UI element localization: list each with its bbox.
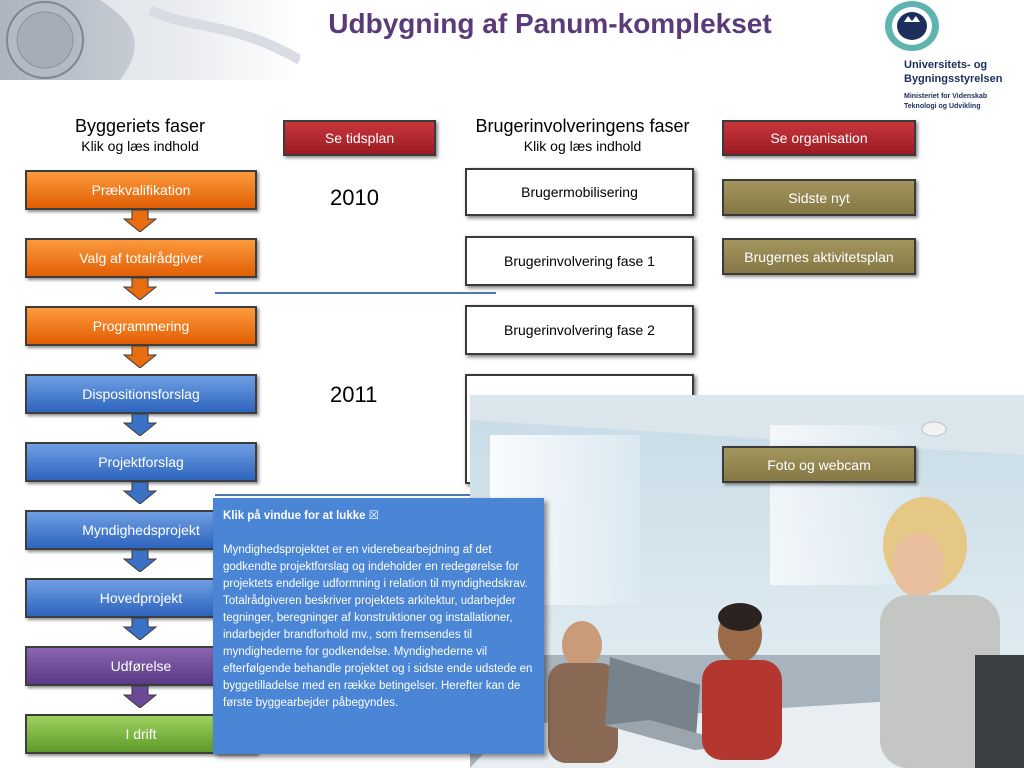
year-divider-line <box>215 292 496 294</box>
down-arrow-icon <box>122 482 158 504</box>
seal-decoration <box>0 0 300 80</box>
year-2010: 2010 <box>330 185 379 210</box>
down-arrow-icon <box>122 618 158 640</box>
phase-main-project[interactable]: Hovedprojekt <box>25 578 257 618</box>
user-phases-heading <box>455 115 710 155</box>
photo-webcam-button[interactable]: Foto og webcam <box>722 446 916 483</box>
crown-seal-icon <box>882 0 942 55</box>
user-mobilisation-box[interactable]: Brugermobilisering <box>465 168 694 216</box>
phase-project-proposal[interactable]: Projektforslag <box>25 442 257 482</box>
heading-text: Byggeriets faser <box>74 116 206 136</box>
subheading-text: Klik og læs indhold <box>81 138 199 154</box>
organisation-button[interactable]: Se organisation <box>722 120 916 156</box>
page-title: Udbygning af Panum-komplekset <box>328 8 772 39</box>
down-arrow-icon <box>122 686 158 708</box>
phase-execution[interactable]: Udførelse <box>25 646 257 686</box>
logo-name-line2: Bygningsstyrelsen <box>904 73 1003 85</box>
down-arrow-icon <box>122 278 158 300</box>
year-divider-line <box>215 494 496 496</box>
phase-programming[interactable]: Programmering <box>25 306 257 346</box>
timeline-button[interactable]: Se tidsplan <box>283 120 436 156</box>
logo-sub-line1: Ministeriet for Videnskab <box>904 93 988 100</box>
phase-disposition-proposal[interactable]: Dispositionsforslag <box>25 374 257 414</box>
construction-phases-heading <box>40 115 240 155</box>
down-arrow-icon <box>122 414 158 436</box>
year-2011: 2011 <box>330 382 378 407</box>
ministry-logo <box>872 0 1024 115</box>
phase-authority-project[interactable]: Myndighedsprojekt <box>25 510 257 550</box>
down-arrow-icon <box>122 346 158 368</box>
user-involvement-phase2-box[interactable]: Brugerinvolvering fase 2 <box>465 305 694 355</box>
down-arrow-icon <box>122 210 158 232</box>
user-involvement-phase1-box[interactable]: Brugerinvolvering fase 1 <box>465 236 694 286</box>
phase-operation[interactable]: I drift <box>25 714 257 754</box>
info-popup[interactable] <box>213 498 544 754</box>
logo-sub-line2: Teknologi og Udvikling <box>904 103 981 110</box>
popup-body-text: Myndighedsprojektet er en viderebearbejdning af det godkendte projektforslag og indeholder en redegørelse for projektets endelige udformning i relation til myndighedskrav. Totalrådgiveren beskriver projektets arkitektur, udarbejder tegninger, beregninger af konstruktioner og installationer, indarbejder brandforhold mv., som fremsendes til myndighederne for godkendelse. Myndighederne vil efterfølgende behandle projektet og i sidste ende udstede en byggetilladelse med en række betingelser. Herefter kan de første byggearbejder påbegyndes. <box>223 544 533 709</box>
down-arrow-icon <box>122 550 158 572</box>
popup-close-label[interactable]: Klik på vindue for at lukke ☒ <box>223 510 380 522</box>
logo-name-line1: Universitets- og <box>904 59 988 71</box>
activity-plan-button[interactable]: Brugernes aktivitetsplan <box>722 238 916 275</box>
phase-prequalification[interactable]: Prækvalifikation <box>25 170 257 210</box>
heading-text: Brugerinvolveringens faser <box>475 116 690 136</box>
phase-select-advisor[interactable]: Valg af totalrådgiver <box>25 238 257 278</box>
latest-news-button[interactable]: Sidste nyt <box>722 179 916 216</box>
subheading-text: Klik og læs indhold <box>523 138 642 154</box>
